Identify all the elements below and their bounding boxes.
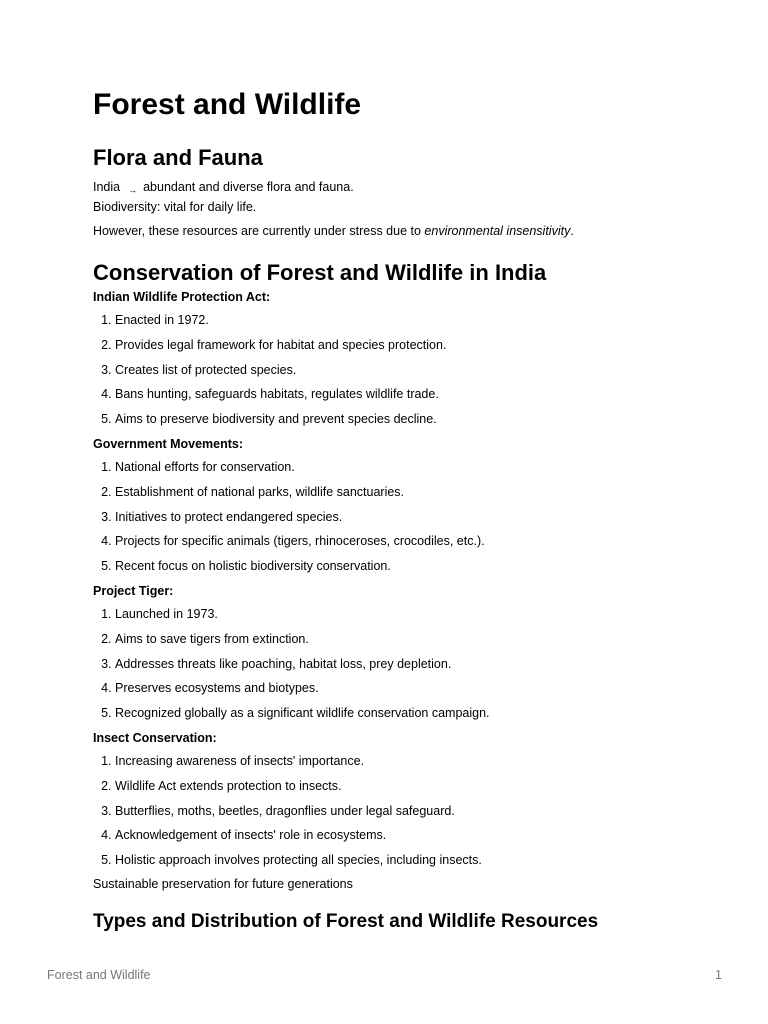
section-title: Indian Wildlife Protection Act: [93, 290, 271, 304]
list-item: 3. Butterflies, moths, beetles, dragonflies under legal safeguard. [115, 803, 693, 820]
list-item: 5. Aims to preserve biodiversity and prevent species decline. [115, 411, 693, 428]
list-item: 2. Establishment of national parks, wildlife sanctuaries. [115, 484, 693, 501]
list-item: 3. Initiatives to protect endangered species. [115, 509, 693, 526]
section-title: Government Movements: [93, 436, 244, 451]
list-item: 5. Recent focus on holistic biodiversity conservation. [115, 558, 693, 575]
heading-conservation: Conservation of Forest and Wildlife in India [93, 260, 547, 285]
list-item: 5. Holistic approach involves protecting all species, including insects. [115, 852, 693, 869]
stress-suffix: . [570, 224, 574, 238]
arrow-icon: → [128, 185, 138, 195]
document-page [93, 87, 693, 934]
list-item: 4. Bans hunting, safeguards habitats, regulates wildlife trade. [115, 386, 693, 403]
list-item: 4. Preserves ecosystems and biotypes. [115, 680, 693, 697]
list-item: 4. Projects for specific animals (tigers, rhinoceroses, crocodiles, etc.). [115, 533, 693, 550]
list-item: 1. Increasing awareness of insects' importance. [115, 753, 693, 770]
section-project-tiger [93, 583, 693, 722]
numbered-list [93, 459, 693, 575]
india-text: India [93, 180, 121, 194]
list-item: 2. Wildlife Act extends protection to insects. [115, 778, 693, 795]
stress-prefix: However, these resources are currently under stress due to [93, 224, 425, 238]
list-item: 3. Addresses threats like poaching, habitat loss, prey depletion. [115, 656, 693, 673]
page-number: 1 [715, 968, 722, 982]
flora-line-india [93, 179, 693, 199]
numbered-list [93, 606, 693, 722]
list-item: 2. Aims to save tigers from extinction. [115, 631, 693, 648]
biodiversity-line: Biodiversity: vital for daily life. [93, 200, 257, 214]
stress-emphasis: environmental insensitivity [424, 224, 571, 238]
list-item: 5. Recognized globally as a significant wildlife conservation campaign. [115, 705, 693, 722]
flora-line-rest: abundant and diverse flora and fauna. [143, 180, 354, 194]
list-item: 1. National efforts for conservation. [115, 459, 693, 476]
section-title: Project Tiger: [93, 583, 174, 598]
section-insect-conservation [93, 730, 693, 869]
closing-line: Sustainable preservation for future generations [93, 876, 353, 891]
stress-paragraph [93, 223, 693, 240]
list-item: 4. Acknowledgement of insects' role in ecosystems. [115, 827, 693, 844]
heading-types-distribution: Types and Distribution of Forest and Wildlife Resources [93, 910, 599, 932]
list-item: 3. Creates list of protected species. [115, 362, 693, 379]
page-title: Forest and Wildlife [93, 88, 362, 121]
heading-flora-and-fauna: Flora and Fauna [93, 145, 263, 170]
list-item: 2. Provides legal framework for habitat and species protection. [115, 337, 693, 354]
numbered-list [93, 753, 693, 869]
section-title: Insect Conservation: [93, 730, 217, 745]
list-item: 1. Enacted in 1972. [115, 312, 693, 329]
numbered-list [93, 312, 693, 428]
footer-title: Forest and Wildlife [47, 968, 151, 982]
list-item: 1. Launched in 1973. [115, 606, 693, 623]
section-wildlife-act [93, 289, 693, 428]
section-government-movements [93, 436, 693, 575]
